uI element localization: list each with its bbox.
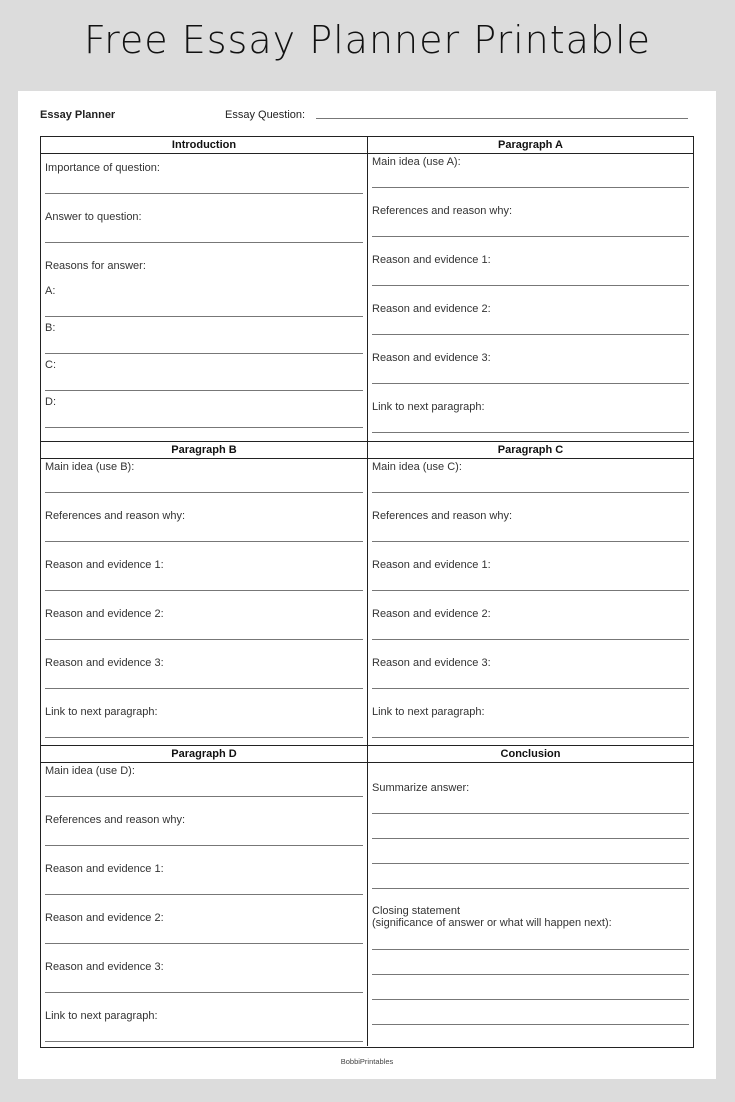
field-label: Summarize answer: <box>372 782 470 794</box>
field-label: Main idea (use B): <box>45 461 135 473</box>
answer-line[interactable] <box>45 845 363 846</box>
answer-line[interactable] <box>45 492 363 493</box>
planner-title: Essay Planner <box>40 109 116 121</box>
answer-line[interactable] <box>372 285 689 286</box>
field-label: Main idea (use D): <box>45 765 135 777</box>
field-label: References and reason why: <box>45 814 186 826</box>
field-label: Closing statement <box>372 905 461 917</box>
field-label: Answer to question: <box>45 211 142 223</box>
footer-brand: BobbiPrintables <box>340 1057 394 1066</box>
answer-line[interactable] <box>45 390 363 391</box>
essay-question-label: Essay Question: <box>225 109 306 121</box>
answer-line[interactable] <box>45 688 363 689</box>
essay-question-line[interactable] <box>316 118 688 119</box>
field-label: Reason and evidence 3: <box>45 961 164 973</box>
section-paragraph-d <box>41 745 367 1046</box>
planner-header <box>40 109 690 125</box>
field-label: A: <box>45 285 56 297</box>
field-label: Reason and evidence 2: <box>45 608 164 620</box>
answer-line[interactable] <box>45 992 363 993</box>
section-title: Paragraph B <box>41 442 367 459</box>
section-title: Paragraph C <box>368 442 693 459</box>
field-label: Main idea (use C): <box>372 461 462 473</box>
answer-line[interactable] <box>372 1024 689 1025</box>
answer-line[interactable] <box>372 813 689 814</box>
answer-line[interactable] <box>372 838 689 839</box>
field-label: Reason and evidence 1: <box>372 254 491 266</box>
answer-line[interactable] <box>45 541 363 542</box>
field-label: References and reason why: <box>45 510 186 522</box>
field-label: C: <box>45 359 56 371</box>
answer-line[interactable] <box>372 383 689 384</box>
field-label: Reason and evidence 2: <box>45 912 164 924</box>
answer-line[interactable] <box>372 999 689 1000</box>
answer-line[interactable] <box>372 949 689 950</box>
answer-line[interactable] <box>45 316 363 317</box>
field-label: Reason and evidence 3: <box>372 352 491 364</box>
answer-line[interactable] <box>45 737 363 738</box>
planner-sheet <box>18 91 716 1079</box>
field-label: Importance of question: <box>45 162 160 174</box>
field-label: Reasons for answer: <box>45 260 146 272</box>
answer-line[interactable] <box>372 187 689 188</box>
field-label: Link to next paragraph: <box>372 401 485 413</box>
answer-line[interactable] <box>372 639 689 640</box>
answer-line[interactable] <box>372 888 689 889</box>
answer-line[interactable] <box>372 334 689 335</box>
answer-line[interactable] <box>372 863 689 864</box>
answer-line[interactable] <box>372 737 689 738</box>
answer-line[interactable] <box>45 193 363 194</box>
section-paragraph-a <box>367 137 693 441</box>
answer-line[interactable] <box>372 541 689 542</box>
field-label: Link to next paragraph: <box>45 706 158 718</box>
answer-line[interactable] <box>372 590 689 591</box>
field-label: Reason and evidence 3: <box>372 657 491 669</box>
field-label: Reason and evidence 1: <box>45 559 164 571</box>
section-title: Conclusion <box>368 746 693 763</box>
field-label: B: <box>45 322 56 334</box>
answer-line[interactable] <box>372 492 689 493</box>
answer-line[interactable] <box>372 974 689 975</box>
field-label: (significance of answer or what will happen next): <box>372 917 612 929</box>
field-label: D: <box>45 396 56 408</box>
section-title: Introduction <box>41 137 367 154</box>
answer-line[interactable] <box>45 353 363 354</box>
answer-line[interactable] <box>45 639 363 640</box>
field-label: Link to next paragraph: <box>372 706 485 718</box>
section-paragraph-c <box>367 441 693 745</box>
answer-line[interactable] <box>45 427 363 428</box>
field-label: Reason and evidence 2: <box>372 303 491 315</box>
answer-line[interactable] <box>45 242 363 243</box>
field-label: Main idea (use A): <box>372 156 461 168</box>
section-title: Paragraph A <box>368 137 693 154</box>
banner-title: Free Essay Planner Printable <box>84 18 651 62</box>
field-label: Link to next paragraph: <box>45 1010 158 1022</box>
answer-line[interactable] <box>45 1041 363 1042</box>
answer-line[interactable] <box>45 590 363 591</box>
field-label: Reason and evidence 3: <box>45 657 164 669</box>
planner-grid <box>40 136 694 1048</box>
section-title: Paragraph D <box>41 746 367 763</box>
field-label: References and reason why: <box>372 510 513 522</box>
field-label: Reason and evidence 2: <box>372 608 491 620</box>
answer-line[interactable] <box>45 894 363 895</box>
section-paragraph-b <box>41 441 367 745</box>
field-label: References and reason why: <box>372 205 513 217</box>
field-label: Reason and evidence 1: <box>45 863 164 875</box>
section-introduction <box>41 137 367 441</box>
field-label: Reason and evidence 1: <box>372 559 491 571</box>
answer-line[interactable] <box>372 236 689 237</box>
answer-line[interactable] <box>372 432 689 433</box>
section-conclusion <box>367 745 693 1046</box>
answer-line[interactable] <box>372 688 689 689</box>
answer-line[interactable] <box>45 943 363 944</box>
answer-line[interactable] <box>45 796 363 797</box>
